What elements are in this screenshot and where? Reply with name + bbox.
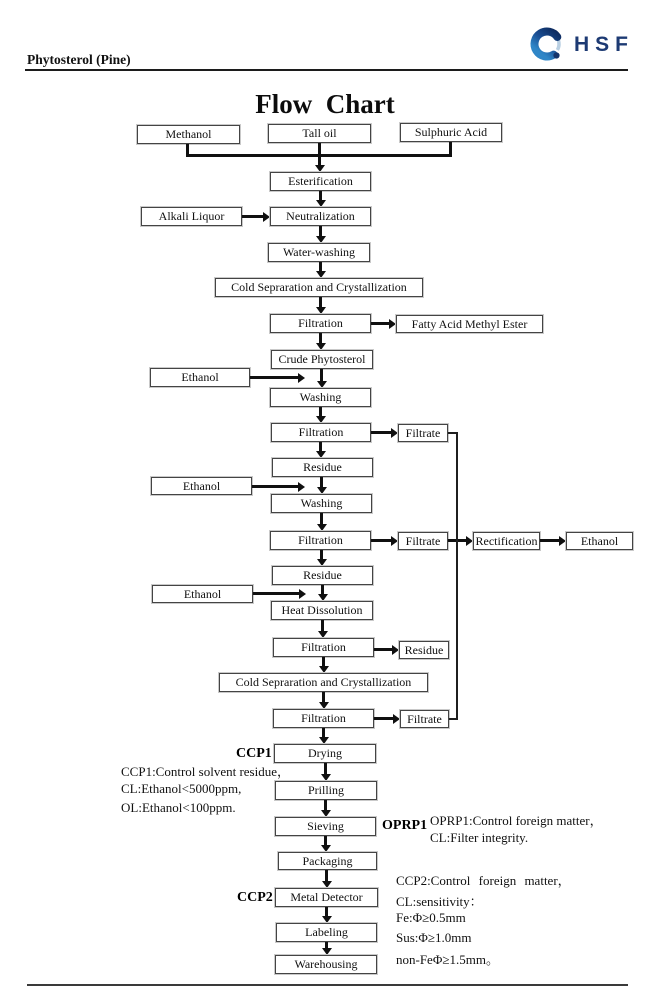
ccp1-label: CCP1 — [236, 746, 272, 761]
node-metal-detector: Metal Detector — [275, 888, 378, 907]
flow-arrow — [319, 226, 322, 236]
flow-arrow — [320, 513, 323, 524]
footer-divider — [27, 984, 628, 986]
flow-arrow — [371, 322, 389, 325]
node-fatty-acid-methyl-ester: Fatty Acid Methyl Ester — [396, 315, 543, 333]
ccp1-note-line-2: CL:Ethanol<5000ppm, — [121, 781, 242, 796]
oprp1-label: OPRP1 — [382, 818, 428, 833]
node-filtrate-2: Filtrate — [398, 532, 448, 550]
node-prilling: Prilling — [275, 781, 377, 800]
hsf-swirl-icon — [529, 53, 571, 70]
flow-arrow — [374, 648, 392, 651]
ccp2-note-line-1: CCP2:Control foreign matter， — [396, 873, 571, 888]
node-sieving: Sieving — [275, 817, 376, 836]
node-esterification: Esterification — [270, 172, 371, 191]
node-ethanol-2: Ethanol — [151, 477, 252, 495]
flow-arrow — [325, 870, 328, 881]
flow-arrow — [325, 907, 328, 916]
ccp1-note-line-3: OL:Ethanol<100ppm. — [121, 800, 236, 815]
flow-arrow — [318, 143, 321, 165]
node-neutralization: Neutralization — [270, 207, 371, 226]
node-labeling: Labeling — [276, 923, 377, 942]
node-ethanol-1: Ethanol — [150, 368, 250, 387]
flow-arrow — [322, 728, 325, 737]
node-ethanol-3: Ethanol — [152, 585, 253, 603]
node-filtration-1: Filtration — [270, 314, 371, 333]
document-title: Phytosterol (Pine) — [27, 52, 131, 67]
flow-arrow — [321, 620, 324, 631]
node-cold-separation-1: Cold Sepraration and Crystallization — [215, 278, 423, 297]
node-drying: Drying — [274, 744, 376, 763]
node-residue-right: Residue — [399, 641, 449, 659]
node-tall-oil: Tall oil — [268, 124, 371, 143]
flow-arrow — [320, 369, 323, 381]
node-rectification: Rectification — [473, 532, 540, 550]
connector-line — [449, 718, 458, 720]
flow-arrow — [321, 585, 324, 594]
node-filtration-4: Filtration — [273, 638, 374, 657]
hsf-logo-text: HSF — [574, 33, 634, 56]
node-ethanol-out: Ethanol — [566, 532, 633, 550]
node-alkali-liquor: Alkali Liquor — [141, 207, 242, 226]
node-filtration-3: Filtration — [270, 531, 371, 550]
ccp2-note-line-3: Fe:Φ≥0.5mm — [396, 910, 466, 925]
flow-arrow — [322, 657, 325, 666]
node-sulphuric-acid: Sulphuric Acid — [400, 123, 502, 142]
node-heat-dissolution: Heat Dissolution — [271, 601, 373, 620]
node-warehousing: Warehousing — [275, 955, 377, 974]
page-title: Flow Chart — [255, 89, 395, 119]
node-cold-separation-2: Cold Sepraration and Crystallization — [219, 673, 428, 692]
node-packaging: Packaging — [278, 852, 377, 870]
oprp1-note-line-1: OPRP1:Control foreign matter， — [430, 813, 603, 828]
node-washing-2: Washing — [271, 494, 372, 513]
node-filtration-5: Filtration — [273, 709, 374, 728]
flow-arrow — [371, 431, 391, 434]
flow-arrow — [319, 297, 322, 307]
flow-arrow — [540, 539, 559, 542]
flow-arrow — [325, 942, 328, 948]
flow-arrow — [319, 407, 322, 416]
header-divider — [25, 69, 628, 71]
ccp2-note-line-4: Sus:Φ≥1.0mm — [396, 930, 472, 945]
flow-arrow — [319, 262, 322, 271]
node-washing-1: Washing — [270, 388, 371, 407]
oprp1-note-line-2: CL:Filter integrity. — [430, 830, 529, 845]
flow-arrow — [374, 717, 393, 720]
flow-arrow — [320, 550, 323, 559]
flow-arrow — [242, 215, 263, 218]
flow-arrow — [253, 592, 299, 595]
flow-arrow — [371, 539, 391, 542]
node-residue-1: Residue — [272, 458, 373, 477]
ccp1-note-line-1: CCP1:Control solvent residue， — [121, 764, 291, 779]
node-filtrate-1: Filtrate — [398, 424, 448, 442]
ccp2-label: CCP2 — [237, 890, 273, 905]
ccp2-note-line-2: CL:sensitivity： — [396, 894, 483, 909]
flow-arrow — [324, 836, 327, 845]
node-methanol: Methanol — [137, 125, 240, 144]
node-filtrate-3: Filtrate — [400, 710, 449, 728]
flow-arrow — [252, 485, 298, 488]
node-water-washing: Water-washing — [268, 243, 370, 262]
node-crude-phytosterol: Crude Phytosterol — [271, 350, 373, 369]
flow-arrow — [322, 692, 325, 702]
flow-arrow — [319, 333, 322, 343]
ccp2-note-line-5: non-FeΦ≥1.5mm。 — [396, 952, 499, 967]
connector-line — [456, 432, 458, 720]
flow-arrow — [324, 763, 327, 774]
flow-arrow — [319, 191, 322, 200]
node-filtration-2: Filtration — [271, 423, 371, 442]
flow-arrow — [320, 477, 323, 487]
flow-arrow — [319, 442, 322, 451]
flow-arrow — [324, 800, 327, 810]
flow-arrow — [250, 376, 298, 379]
node-residue-2: Residue — [272, 566, 373, 585]
